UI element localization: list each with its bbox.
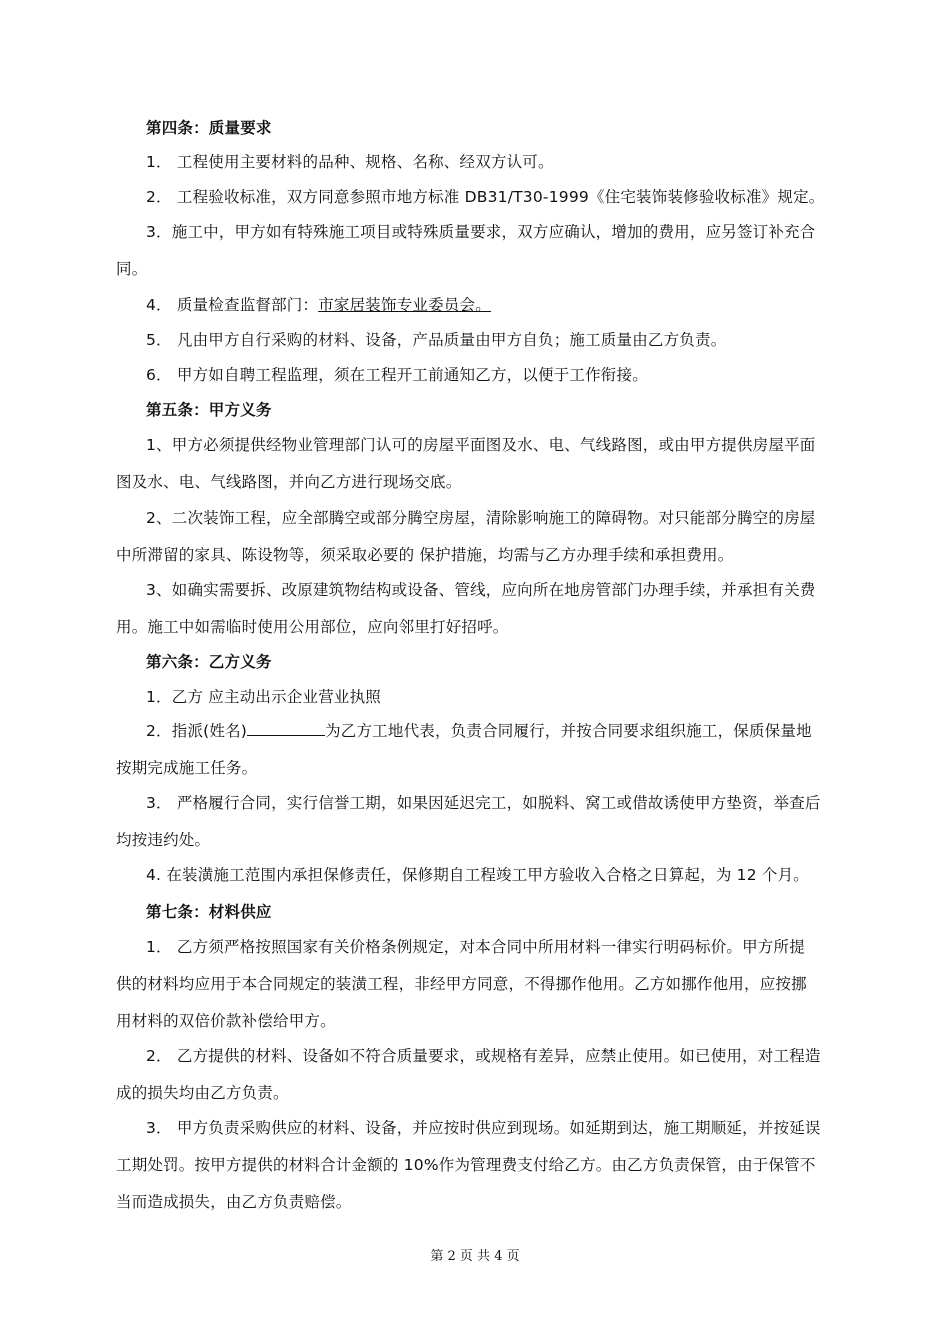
article-5-item-1-line-2: 图及水、电、气线路图，并向乙方进行现场交底。 (116, 473, 462, 491)
article-7-item-3-line-2: 工期处罚。按甲方提供的材料合计金额的 10%作为管理费支付给乙方。由乙方负责保管，由于保管不 (116, 1156, 816, 1174)
article-4-item-1: 1． 工程使用主要材料的品种、规格、名称、经双方认可。 (146, 153, 554, 171)
article-7-item-2-line-1: 2． 乙方提供的材料、设备如不符合质量要求，或规格有差异，应禁止使用。如已使用，对工程造 (146, 1047, 821, 1065)
article-6-item-2-line-1 (146, 721, 846, 741)
name-blank-field (247, 721, 325, 736)
article-4-item-3-line-2: 同。 (116, 260, 148, 278)
article-6-item-2-line-2: 按期完成施工任务。 (116, 759, 258, 777)
assign-text: 为乙方工地代表，负责合同履行，并按合同要求组织施工，保质保量地 (325, 722, 812, 740)
article-4-item-4 (146, 295, 846, 315)
article-4-item-3-line-1: 3．施工中，甲方如有特殊施工项目或特殊质量要求，双方应确认，增加的费用，应另签订补充合 (146, 223, 816, 241)
article-4-item-6: 6． 甲方如自聘工程监理，须在工程开工前通知乙方，以便于工作衔接。 (146, 366, 648, 384)
article-5-item-3-line-1: 3、如确实需要拆、改原建筑物结构或设备、管线，应向所在地房管部门办理手续，并承担有关费 (146, 581, 816, 599)
article-7-item-2-line-2: 成的损失均由乙方负责。 (116, 1084, 289, 1102)
article-7-item-3-line-3: 当而造成损失，由乙方负责赔偿。 (116, 1193, 352, 1211)
article-6-item-4: 4. 在装潢施工范围内承担保修责任，保修期自工程竣工甲方验收入合格之日算起，为 12 个月。 (146, 866, 809, 884)
article-7-item-1-line-1: 1． 乙方须严格按照国家有关价格条例规定，对本合同中所用材料一律实行明码标价。甲方所提 (146, 938, 805, 956)
quality-dept-value: 市家居装饰专业委员会。 (318, 296, 491, 314)
article-4-heading: 第四条：质量要求 (146, 119, 272, 137)
article-6-item-1: 1．乙方 应主动出示企业营业执照 (146, 688, 381, 706)
article-7-item-1-line-3: 用材料的双倍价款补偿给甲方。 (116, 1012, 336, 1030)
article-5-item-2-line-2: 中所滞留的家具、陈设物等，须采取必要的 保护措施，均需与乙方办理手续和承担费用。 (116, 546, 734, 564)
article-7-item-3-line-1: 3． 甲方负责采购供应的材料、设备，并应按时供应到现场。如延期到达，施工期顺延，并按延误 (146, 1119, 821, 1137)
assign-label: 2．指派(姓名) (146, 722, 248, 740)
article-6-item-3-line-1: 3． 严格履行合同，实行信誉工期，如果因延迟完工，如脱料、窝工或借故诱使甲方垫资，举查后 (146, 794, 821, 812)
article-5-item-2-line-1: 2、二次装饰工程，应全部腾空或部分腾空房屋，清除影响施工的障碍物。对只能部分腾空的房屋 (146, 509, 816, 527)
article-6-item-3-line-2: 均按违约处。 (116, 831, 211, 849)
article-5-item-3-line-2: 用。施工中如需临时使用公用部位，应向邻里打好招呼。 (116, 618, 509, 636)
article-4-item-5: 5． 凡由甲方自行采购的材料、设备，产品质量由甲方自负；施工质量由乙方负责。 (146, 331, 727, 349)
article-6-heading: 第六条：乙方义务 (146, 653, 272, 671)
article-7-heading: 第七条：材料供应 (146, 903, 272, 921)
article-5-heading: 第五条：甲方义务 (146, 401, 272, 419)
page-number-footer: 第 2 页 共 4 页 (430, 1249, 520, 1264)
quality-dept-label: 4． 质量检查监督部门： (146, 296, 319, 314)
article-7-item-1-line-2: 供的材料均应用于本合同规定的装潢工程，非经甲方同意，不得挪作他用。乙方如挪作他用，应按挪 (116, 975, 807, 993)
article-4-item-2: 2． 工程验收标准，双方同意参照市地方标准 DB31/T30-1999《住宅装饰装修验收标准》规定。 (146, 188, 825, 206)
article-5-item-1-line-1: 1、甲方必须提供经物业管理部门认可的房屋平面图及水、电、气线路图，或由甲方提供房屋平面 (146, 436, 816, 454)
